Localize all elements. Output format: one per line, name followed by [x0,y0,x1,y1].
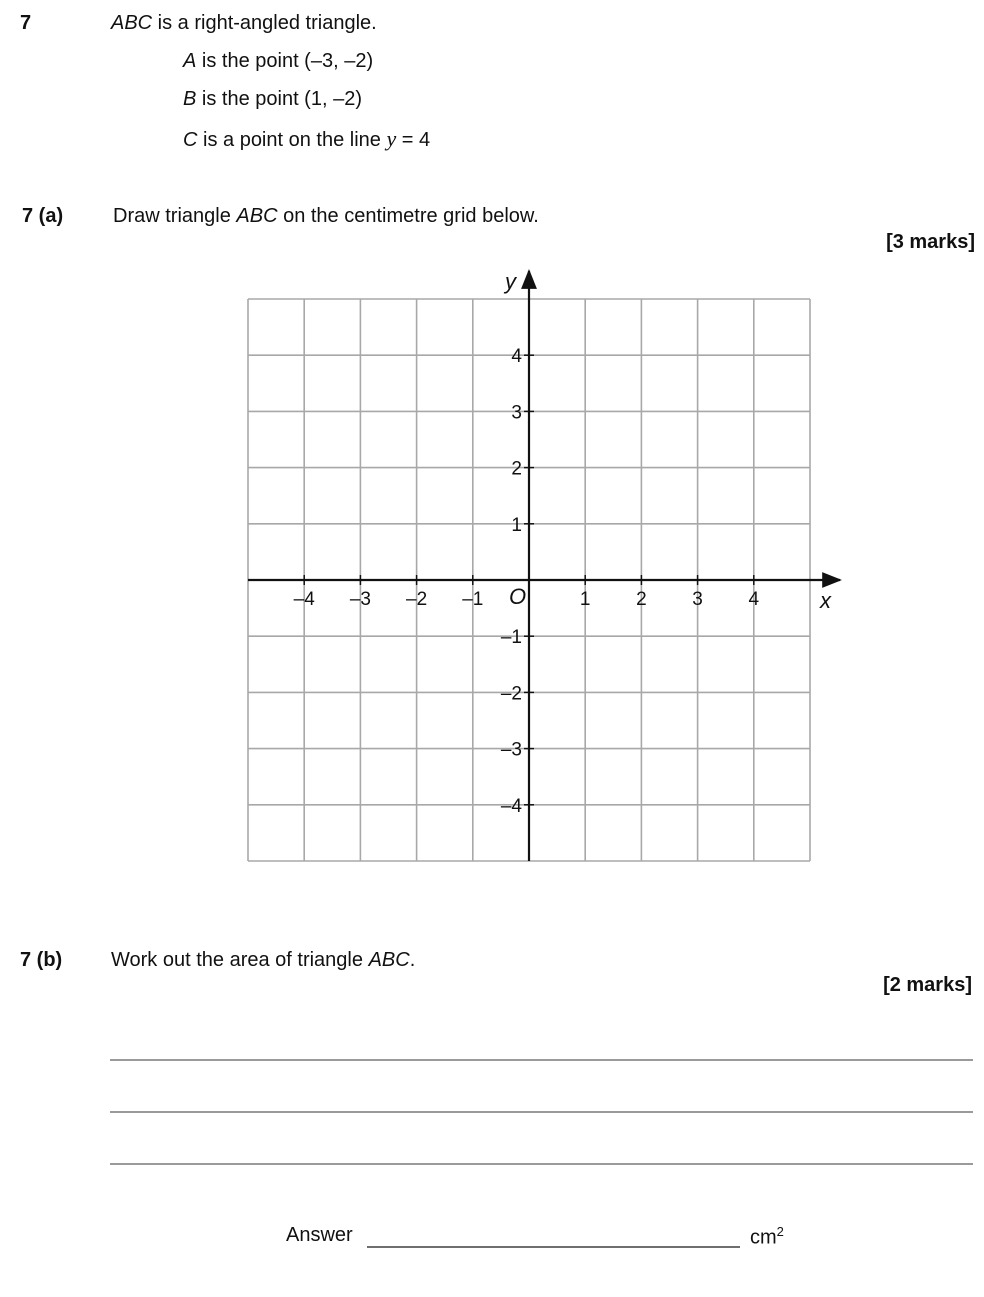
x-tick-label: –3 [349,589,371,610]
part-a-text-before: Draw triangle [113,205,237,227]
point-c-tail: = 4 [396,129,431,151]
part-b-triangle-name: ABC [368,949,410,971]
answer-label: Answer [286,1224,353,1246]
part-b-text-before: Work out the area of triangle [111,949,369,971]
y-tick-label: –3 [500,739,522,761]
x-tick-label: 2 [636,589,647,610]
intro-text: is a right-angled triangle. [152,12,377,34]
unit-text: cm [750,1226,777,1249]
part-a-marks: [3 marks] [886,231,975,253]
x-tick-label: –2 [406,589,428,610]
x-tick-label: 3 [692,589,703,610]
working-line-1[interactable] [110,1059,973,1061]
part-b-instruction [111,949,415,972]
answer-line[interactable] [367,1246,740,1248]
origin-label: O [509,584,527,609]
x-tick-label: 4 [748,589,760,610]
point-c-label: C [183,129,198,151]
y-tick-label: 3 [511,402,522,424]
point-b-text: is the point (1, –2) [196,88,362,110]
part-b-text-after: . [409,949,416,971]
y-tick-label: 4 [511,346,522,368]
y-tick-label: –4 [500,795,522,817]
part-a-text-after: on the centimetre grid below. [277,205,539,227]
point-b-label: B [183,88,197,110]
question-number: 7 [20,12,32,34]
working-line-3[interactable] [110,1163,973,1165]
x-tick-label: 1 [579,589,591,610]
part-a-triangle-name: ABC [236,205,278,227]
y-axis-label: y [505,269,516,294]
y-tick-label: 2 [511,458,522,480]
working-line-2[interactable] [110,1111,973,1113]
point-c-variable: y [386,126,397,151]
triangle-name: ABC [111,12,153,34]
point-c-text: is a point on the line [197,129,387,151]
y-tick-label: –2 [500,683,522,705]
answer-unit [750,1224,784,1250]
part-b-label: 7 (b) [20,949,63,971]
part-a-label: 7 (a) [22,205,64,227]
y-tick-label: 1 [511,514,522,536]
x-axis-label: x [820,588,831,613]
y-tick-label: –1 [500,627,522,649]
part-b-marks: [2 marks] [883,974,972,996]
x-tick-label: –4 [293,589,315,610]
point-a-label: A [183,50,197,72]
unit-power: 2 [776,1224,784,1239]
x-tick-label: –1 [462,589,484,610]
point-a-text: is the point (–3, –2) [196,50,374,72]
